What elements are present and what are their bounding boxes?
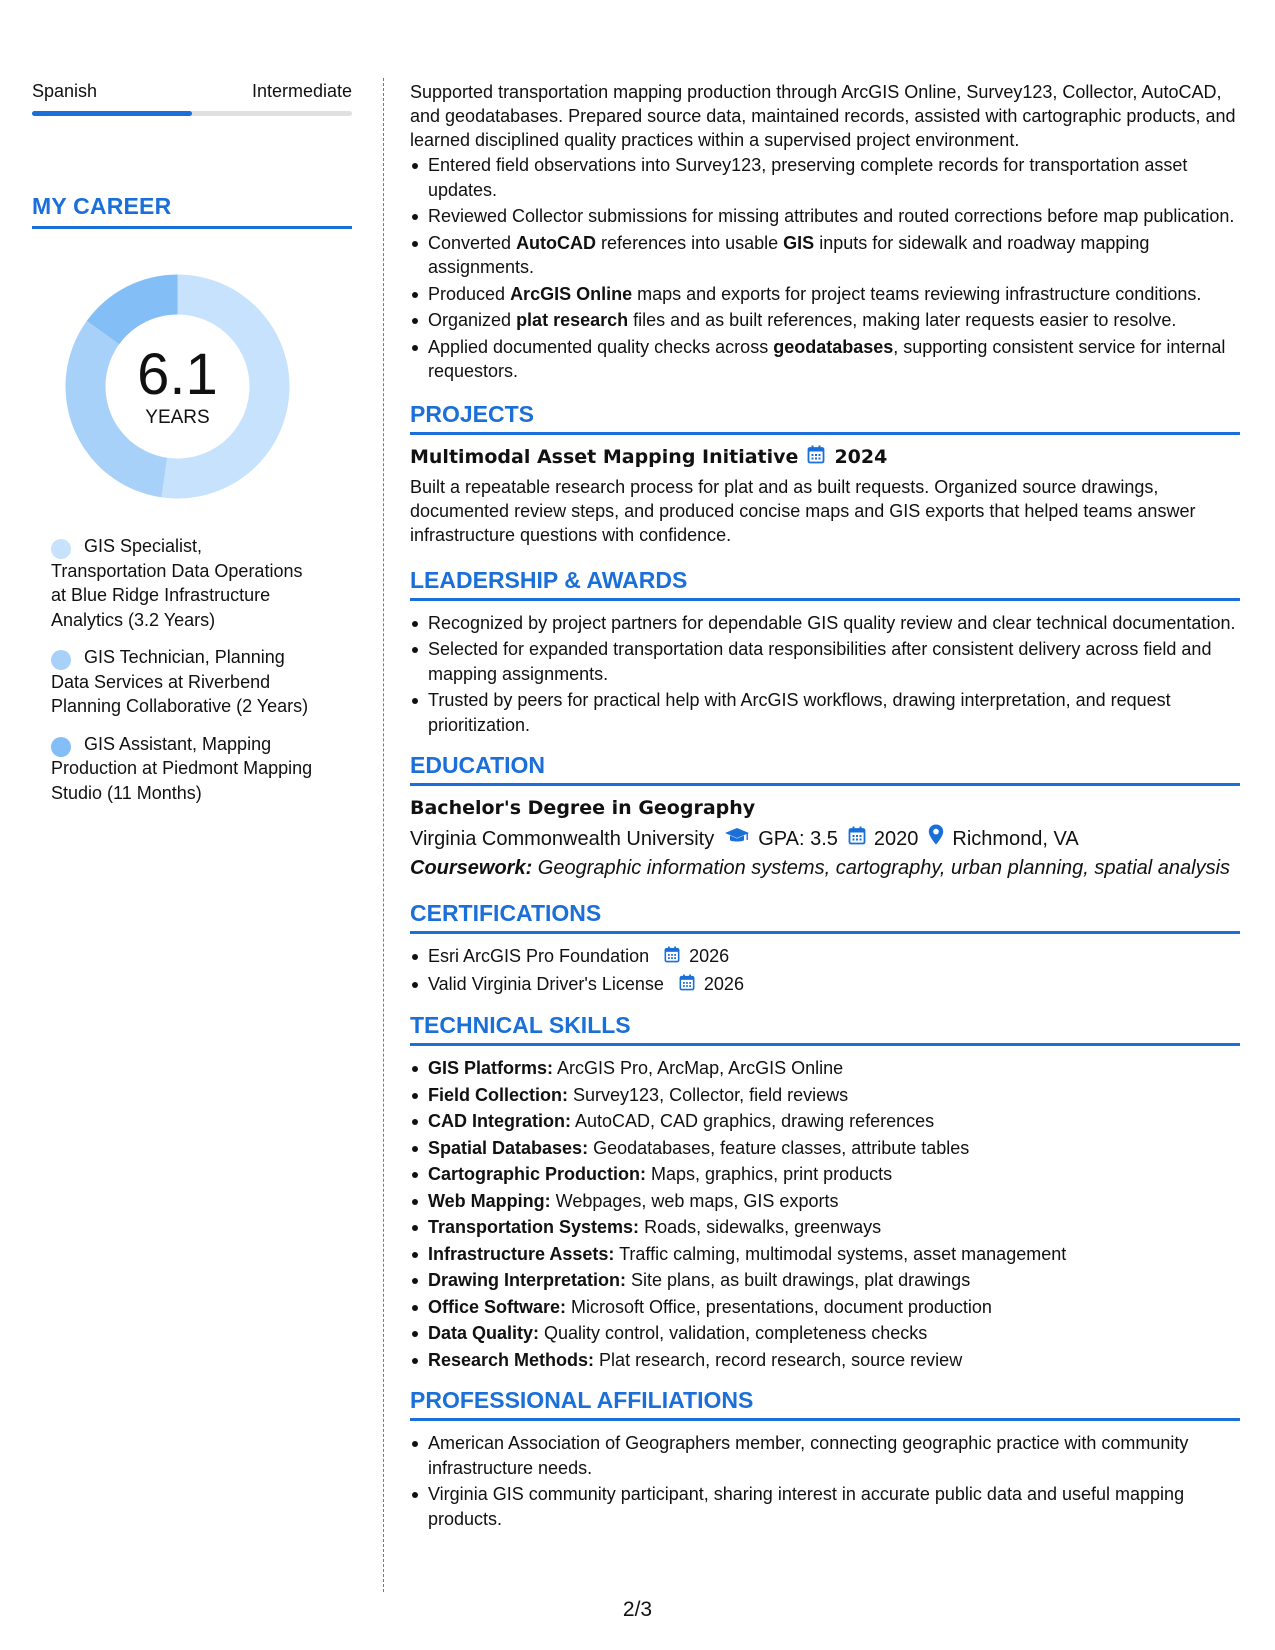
skills-section xyxy=(410,1011,1240,1372)
career-item-text: GIS Assistant, Mapping Production at Piedmont Mapping Studio (11 Months) xyxy=(51,733,313,803)
certifications-title: CERTIFICATIONS xyxy=(410,900,602,926)
calendar-icon xyxy=(807,445,825,470)
career-years-unit: YEARS xyxy=(145,406,210,428)
language-proficiency-fill xyxy=(32,111,192,116)
experience-bullet: Applied documented quality checks across geodatabases, supporting consistent service for internal requestors. xyxy=(410,335,1240,384)
certifications-list xyxy=(410,944,1240,997)
leadership-item: Recognized by project partners for dependable GIS quality review and clear technical documentation. xyxy=(410,611,1240,636)
certification-year: 2026 xyxy=(689,946,730,966)
location-pin-icon xyxy=(928,824,944,853)
donut-center xyxy=(65,274,290,499)
leadership-list xyxy=(410,611,1240,738)
skill-item: Infrastructure Assets: Traffic calming, multimodal systems, asset management xyxy=(410,1242,1240,1267)
career-item xyxy=(51,732,321,806)
leadership-rule xyxy=(410,598,1240,601)
certification-item xyxy=(410,972,1240,998)
education-title: EDUCATION xyxy=(410,752,546,778)
skills-list xyxy=(410,1056,1240,1372)
skill-item: Data Quality: Quality control, validation, completeness checks xyxy=(410,1321,1240,1346)
skills-title: TECHNICAL SKILLS xyxy=(410,1012,631,1038)
experience-bullet: Produced ArcGIS Online maps and exports for project teams reviewing infrastructure conditions. xyxy=(410,282,1240,307)
affiliations-list xyxy=(410,1431,1240,1531)
affiliations-rule xyxy=(410,1418,1240,1421)
project-year: 2024 xyxy=(834,446,888,468)
language-row xyxy=(32,80,352,102)
affiliation-item: Virginia GIS community participant, sharing interest in accurate public data and useful mapping products. xyxy=(410,1482,1240,1531)
career-item-text: GIS Technician, Planning Data Services at Riverbend Planning Collaborative (2 Years) xyxy=(51,647,309,716)
affiliation-item: American Association of Geographers member, connecting geographic practice with community infrastructure needs. xyxy=(410,1431,1240,1480)
education-section xyxy=(410,751,1240,883)
projects-rule xyxy=(410,432,1240,435)
coursework-label: Coursework: xyxy=(410,857,533,879)
education-location: Richmond, VA xyxy=(952,827,1079,850)
certification-year: 2026 xyxy=(703,973,744,994)
career-years-value: 6.1 xyxy=(137,341,218,407)
career-item xyxy=(51,534,321,632)
career-section-title: MY CAREER xyxy=(32,193,172,219)
experience-bullet: Organized plat research files and as built references, making later requests easier to resolve. xyxy=(410,308,1240,333)
skill-item: Office Software: Microsoft Office, presentations, document production xyxy=(410,1295,1240,1320)
career-item xyxy=(51,645,321,719)
calendar-icon xyxy=(679,973,695,998)
leadership-item: Trusted by peers for practical help with ArcGIS workflows, drawing interpretation, and request prioritization. xyxy=(410,688,1240,737)
sidebar xyxy=(32,80,352,818)
career-dot xyxy=(51,650,71,670)
project-heading xyxy=(410,445,1240,470)
main-column xyxy=(410,80,1240,1533)
graduation-cap-icon xyxy=(724,825,750,853)
certification-name: Valid Virginia Driver's License xyxy=(428,973,664,994)
leadership-title: LEADERSHIP & AWARDS xyxy=(410,566,688,593)
certification-item xyxy=(410,944,1240,970)
experience-bullet: Converted AutoCAD references into usable GIS inputs for sidewalk and roadway mapping assignments. xyxy=(410,231,1240,280)
project-name: Multimodal Asset Mapping Initiative xyxy=(410,446,799,468)
page-number: 2/3 xyxy=(622,1598,653,1621)
skill-item: Web Mapping: Webpages, web maps, GIS exports xyxy=(410,1189,1240,1214)
career-dot xyxy=(51,539,71,559)
certifications-section xyxy=(410,899,1240,997)
projects-section xyxy=(410,400,1240,547)
certifications-rule xyxy=(410,931,1240,934)
calendar-icon xyxy=(664,945,680,970)
career-section-rule xyxy=(32,226,352,229)
experience-summary: Supported transportation mapping production through ArcGIS Online, Survey123, Collector, AutoCAD, and geodatabases. Prepared source data, maintained records, assisted with cartographic products, and learned disciplined quality practices within a supervised project environment. xyxy=(410,82,1236,150)
education-rule xyxy=(410,783,1240,786)
leadership-item: Selected for expanded transportation data responsibilities after consistent delivery across field and mapping assignments. xyxy=(410,637,1240,686)
experience-bullet: Entered field observations into Survey123, preserving complete records for transportation asset updates. xyxy=(410,153,1240,202)
skill-item: Transportation Systems: Roads, sidewalks, greenways xyxy=(410,1215,1240,1240)
projects-title: PROJECTS xyxy=(410,400,534,427)
experience-bullets xyxy=(410,153,1240,384)
calendar-icon xyxy=(848,825,866,853)
skill-item: Spatial Databases: Geodatabases, feature classes, attribute tables xyxy=(410,1136,1240,1161)
career-item-text: GIS Specialist, Transportation Data Operations at Blue Ridge Infrastructure Analytics (3.2 Years) xyxy=(51,536,303,630)
education-year: 2020 xyxy=(873,827,919,850)
skill-item: Drawing Interpretation: Site plans, as built drawings, plat drawings xyxy=(410,1268,1240,1293)
education-meta xyxy=(410,824,1240,853)
skills-rule xyxy=(410,1043,1240,1046)
affiliations-section xyxy=(410,1386,1240,1531)
certification-name: Esri ArcGIS Pro Foundation xyxy=(428,946,650,966)
career-donut-chart xyxy=(65,274,290,499)
career-list xyxy=(32,534,352,805)
language-level: Intermediate xyxy=(251,81,352,101)
coursework-text: Geographic information systems, cartography, urban planning, spatial analysis xyxy=(532,857,1231,879)
language-name: Spanish xyxy=(32,81,98,101)
leadership-section xyxy=(410,566,1240,738)
language-proficiency-bar xyxy=(32,111,352,116)
affiliations-title: PROFESSIONAL AFFILIATIONS xyxy=(410,1387,754,1413)
experience-bullet: Reviewed Collector submissions for missing attributes and routed corrections before map publication. xyxy=(410,204,1240,229)
skill-item: GIS Platforms: ArcGIS Pro, ArcMap, ArcGIS Online xyxy=(410,1056,1240,1081)
skill-item: Field Collection: Survey123, Collector, field reviews xyxy=(410,1083,1240,1108)
column-divider xyxy=(383,78,384,1592)
education-degree-row xyxy=(410,796,1240,820)
project-description: Built a repeatable research process for plat and as built requests. Organized source drawings, documented review steps, and produced concise maps and GIS exports that helped teams answer infrastructure questions with confidence. xyxy=(410,476,1196,545)
career-dot xyxy=(51,737,71,757)
skill-item: Cartographic Production: Maps, graphics, print products xyxy=(410,1162,1240,1187)
education-coursework xyxy=(410,853,1240,883)
education-school: Virginia Commonwealth University xyxy=(410,827,715,850)
education-gpa: GPA: 3.5 xyxy=(758,827,838,850)
skill-item: Research Methods: Plat research, record research, source review xyxy=(410,1348,1240,1373)
skill-item: CAD Integration: AutoCAD, CAD graphics, drawing references xyxy=(410,1109,1240,1134)
education-degree: Bachelor's Degree in Geography xyxy=(410,797,756,819)
